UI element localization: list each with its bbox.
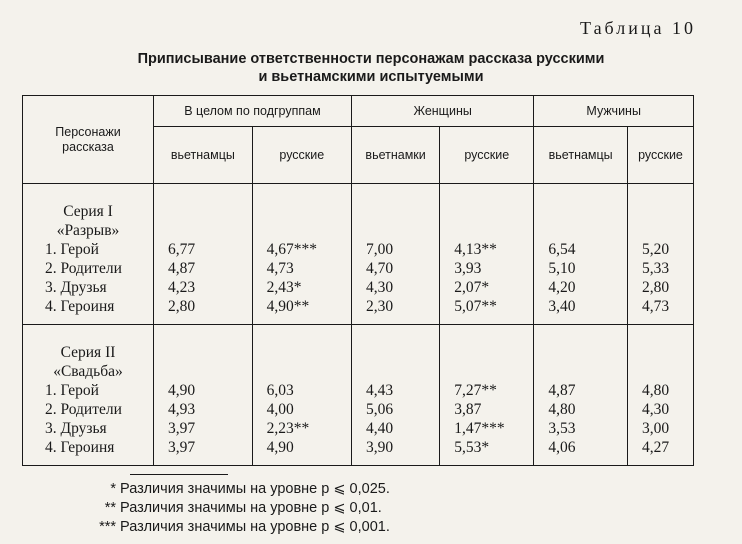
value-cell: 5,07** — [440, 297, 534, 325]
value-cell: 3,87 — [440, 400, 534, 419]
footnote-mark: *** — [99, 519, 116, 535]
table-title-line-1: Приписывание ответственности персонажам рассказа русскими — [137, 51, 605, 67]
empty-cell — [627, 221, 693, 240]
header-sub-vietnamese-women: вьетнамки — [351, 127, 439, 184]
footnote-mark: * — [110, 481, 116, 497]
value-cell: 4,40 — [351, 419, 439, 438]
value-cell: 4,80 — [534, 400, 628, 419]
empty-cell — [351, 221, 439, 240]
value-cell: 2,43* — [252, 278, 351, 297]
value-cell: 3,40 — [534, 297, 628, 325]
header-sub-russian-women: русские — [440, 127, 534, 184]
value-cell: 7,27** — [440, 381, 534, 400]
empty-cell — [440, 221, 534, 240]
value-cell: 5,33 — [627, 259, 693, 278]
value-cell: 3,93 — [440, 259, 534, 278]
header-persons — [23, 96, 154, 184]
table-body — [23, 184, 694, 466]
value-cell: 5,53* — [440, 438, 534, 466]
value-cell: 1,47*** — [440, 419, 534, 438]
value-cell: 5,10 — [534, 259, 628, 278]
value-cell: 4,30 — [351, 278, 439, 297]
value-cell: 6,03 — [252, 381, 351, 400]
empty-cell — [351, 362, 439, 381]
header-persons-line-2: рассказа — [62, 139, 114, 154]
character-name: 3. Друзья — [23, 419, 154, 438]
footnote-text: Различия значимы на уровне p ⩽ 0,025. — [120, 481, 390, 497]
value-cell: 4,27 — [627, 438, 693, 466]
table-row — [23, 438, 694, 466]
empty-cell — [534, 221, 628, 240]
empty-cell — [351, 325, 439, 363]
series-header-row — [23, 221, 694, 240]
header-group-overall: В целом по подгруппам — [154, 96, 352, 127]
header-group-men: Мужчины — [534, 96, 694, 127]
empty-cell — [154, 221, 253, 240]
footnote-text: Различия значимы на уровне p ⩽ 0,01. — [120, 500, 382, 516]
footnotes — [64, 480, 390, 537]
value-cell: 4,93 — [154, 400, 253, 419]
series-subtitle: «Разрыв» — [23, 221, 154, 240]
value-cell: 4,43 — [351, 381, 439, 400]
value-cell: 6,54 — [534, 240, 628, 259]
value-cell: 4,20 — [534, 278, 628, 297]
character-name: 1. Герой — [23, 240, 154, 259]
table-row — [23, 381, 694, 400]
value-cell: 3,53 — [534, 419, 628, 438]
value-cell: 4,00 — [252, 400, 351, 419]
value-cell: 4,30 — [627, 400, 693, 419]
table-row — [23, 240, 694, 259]
empty-cell — [627, 325, 693, 363]
empty-cell — [351, 184, 439, 222]
value-cell: 2,80 — [154, 297, 253, 325]
value-cell: 6,77 — [154, 240, 253, 259]
empty-cell — [627, 184, 693, 222]
value-cell: 3,97 — [154, 438, 253, 466]
value-cell: 3,90 — [351, 438, 439, 466]
value-cell: 4,87 — [534, 381, 628, 400]
header-sub-vietnamese-men: вьетнамцы — [534, 127, 628, 184]
empty-cell — [252, 221, 351, 240]
footnote — [64, 499, 390, 518]
header-sub-vietnamese: вьетнамцы — [154, 127, 253, 184]
value-cell: 2,23** — [252, 419, 351, 438]
value-cell: 5,06 — [351, 400, 439, 419]
empty-cell — [534, 184, 628, 222]
table-row — [23, 419, 694, 438]
series-subtitle: «Свадьба» — [23, 362, 154, 381]
header-sub-russian-men: русские — [627, 127, 693, 184]
footnote — [64, 480, 390, 499]
value-cell: 3,97 — [154, 419, 253, 438]
footnote-rule — [130, 474, 228, 475]
character-name: 1. Герой — [23, 381, 154, 400]
empty-cell — [440, 325, 534, 363]
value-cell: 4,67*** — [252, 240, 351, 259]
value-cell: 2,07* — [440, 278, 534, 297]
value-cell: 4,06 — [534, 438, 628, 466]
value-cell: 4,70 — [351, 259, 439, 278]
character-name: 4. Героиня — [23, 297, 154, 325]
table-title — [80, 50, 662, 86]
empty-cell — [154, 325, 253, 363]
empty-cell — [154, 184, 253, 222]
results-table — [22, 95, 694, 466]
series-title: Серия I — [23, 184, 154, 222]
table-row — [23, 400, 694, 419]
character-name: 3. Друзья — [23, 278, 154, 297]
character-name: 2. Родители — [23, 259, 154, 278]
empty-cell — [440, 362, 534, 381]
header-persons-line-1: Персонажи — [55, 124, 121, 139]
table-row — [23, 278, 694, 297]
value-cell: 2,30 — [351, 297, 439, 325]
footnote-mark: ** — [104, 500, 116, 516]
value-cell: 4,23 — [154, 278, 253, 297]
series-header-row — [23, 362, 694, 381]
empty-cell — [534, 325, 628, 363]
series-header-row — [23, 184, 694, 222]
empty-cell — [252, 362, 351, 381]
series-header-row — [23, 325, 694, 363]
table-row — [23, 259, 694, 278]
value-cell: 4,13** — [440, 240, 534, 259]
value-cell: 7,00 — [351, 240, 439, 259]
value-cell: 4,90** — [252, 297, 351, 325]
empty-cell — [440, 184, 534, 222]
series-title: Серия II — [23, 325, 154, 363]
header-group-women: Женщины — [351, 96, 533, 127]
value-cell: 4,90 — [154, 381, 253, 400]
footnote — [64, 518, 390, 537]
value-cell: 4,87 — [154, 259, 253, 278]
footnote-text: Различия значимы на уровне p ⩽ 0,001. — [120, 519, 390, 535]
value-cell: 3,00 — [627, 419, 693, 438]
table-number-label: Таблица 10 — [580, 18, 696, 38]
empty-cell — [534, 362, 628, 381]
character-name: 2. Родители — [23, 400, 154, 419]
value-cell: 4,90 — [252, 438, 351, 466]
header-sub-russian: русские — [252, 127, 351, 184]
table-title-line-2: и вьетнамскими испытуемыми — [258, 69, 484, 85]
value-cell: 4,80 — [627, 381, 693, 400]
empty-cell — [252, 184, 351, 222]
value-cell: 4,73 — [252, 259, 351, 278]
value-cell: 5,20 — [627, 240, 693, 259]
value-cell: 4,73 — [627, 297, 693, 325]
value-cell: 2,80 — [627, 278, 693, 297]
character-name: 4. Героиня — [23, 438, 154, 466]
empty-cell — [154, 362, 253, 381]
table-row — [23, 297, 694, 325]
empty-cell — [252, 325, 351, 363]
empty-cell — [627, 362, 693, 381]
